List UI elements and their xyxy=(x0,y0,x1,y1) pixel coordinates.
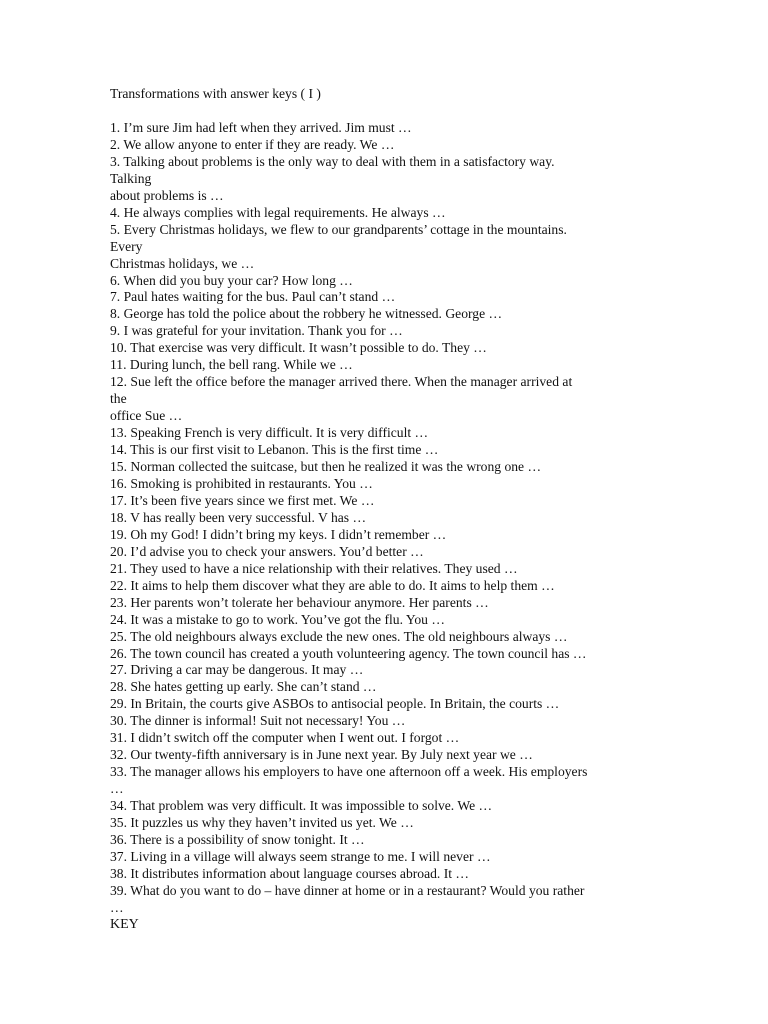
exercise-line: 14. This is our first visit to Lebanon. This is the first time … xyxy=(110,442,439,458)
exercise-line: 23. Her parents won’t tolerate her behaviour anymore. Her parents … xyxy=(110,594,489,610)
exercise-line: 33. The manager allows his employers to have one afternoon off a week. His employers xyxy=(110,764,588,780)
exercise-line: 11. During lunch, the bell rang. While we … xyxy=(110,357,353,373)
exercise-line: 3. Talking about problems is the only way to deal with them in a satisfactory way. xyxy=(110,153,555,169)
exercise-line: 20. I’d advise you to check your answers. You’d better … xyxy=(110,543,424,559)
blank-line xyxy=(110,103,658,120)
exercise-line: 30. The dinner is informal! Suit not necessary! You … xyxy=(110,713,406,729)
exercise-line: 17. It’s been five years since we first met. We … xyxy=(110,492,375,508)
exercise-line: 27. Driving a car may be dangerous. It may … xyxy=(110,662,364,678)
exercise-line: 6. When did you buy your car? How long … xyxy=(110,272,353,288)
exercise-line: Every xyxy=(110,238,143,254)
key-heading: KEY xyxy=(110,916,139,932)
exercise-line: 12. Sue left the office before the manager arrived there. When the manager arrived at xyxy=(110,374,573,390)
exercise-line: 24. It was a mistake to go to work. You’ve got the flu. You … xyxy=(110,611,445,627)
exercise-line: 16. Smoking is prohibited in restaurants. You … xyxy=(110,475,373,491)
exercise-line: Christmas holidays, we … xyxy=(110,255,255,271)
exercise-line: 31. I didn’t switch off the computer when I went out. I forgot … xyxy=(110,730,460,746)
exercise-line: 22. It aims to help them discover what they are able to do. It aims to help them … xyxy=(110,577,555,593)
exercise-line: 26. The town council has created a youth volunteering agency. The town council has … xyxy=(110,645,587,661)
exercise-line: 5. Every Christmas holidays, we flew to our grandparents’ cottage in the mountains. xyxy=(110,221,567,237)
exercise-line: 13. Speaking French is very difficult. It is very difficult … xyxy=(110,425,429,441)
exercise-line: 8. George has told the police about the robbery he witnessed. George … xyxy=(110,306,503,322)
exercise-line: the xyxy=(110,391,127,407)
exercise-line: … xyxy=(110,781,124,797)
exercise-line: 37. Living in a village will always seem strange to me. I will never … xyxy=(110,848,491,864)
exercise-line: 2. We allow anyone to enter if they are ready. We … xyxy=(110,136,395,152)
exercise-line: 4. He always complies with legal requirements. He always … xyxy=(110,204,446,220)
exercise-line: 39. What do you want to do – have dinner at home or in a restaurant? Would you rather xyxy=(110,882,585,898)
exercise-line: 34. That problem was very difficult. It was impossible to solve. We … xyxy=(110,798,493,814)
exercise-line: … xyxy=(110,899,124,915)
exercise-list xyxy=(110,120,658,917)
exercise-line: 21. They used to have a nice relationship with their relatives. They used … xyxy=(110,560,518,576)
exercise-line: Talking xyxy=(110,170,152,186)
exercise-line: 19. Oh my God! I didn’t bring my keys. I didn’t remember … xyxy=(110,526,447,542)
exercise-line: 18. V has really been very successful. V has … xyxy=(110,509,367,525)
exercise-line: 36. There is a possibility of snow tonight. It … xyxy=(110,831,365,847)
exercise-line: about problems is … xyxy=(110,187,224,203)
exercise-line: 28. She hates getting up early. She can’t stand … xyxy=(110,679,377,695)
exercise-line: 9. I was grateful for your invitation. Thank you for … xyxy=(110,323,403,339)
exercise-line: 35. It puzzles us why they haven’t invited us yet. We … xyxy=(110,815,414,831)
document-title: Transformations with answer keys ( I ) xyxy=(110,86,321,101)
exercise-line: office Sue … xyxy=(110,408,183,424)
exercise-line: 25. The old neighbours always exclude the new ones. The old neighbours always … xyxy=(110,628,568,644)
exercise-line: 1. I’m sure Jim had left when they arrived. Jim must … xyxy=(110,119,412,135)
exercise-line: 10. That exercise was very difficult. It wasn’t possible to do. They … xyxy=(110,340,487,356)
exercise-line: 7. Paul hates waiting for the bus. Paul can’t stand … xyxy=(110,289,396,305)
exercise-line: 29. In Britain, the courts give ASBOs to antisocial people. In Britain, the courts … xyxy=(110,696,560,712)
exercise-line: 15. Norman collected the suitcase, but then he realized it was the wrong one … xyxy=(110,459,542,475)
exercise-line: 32. Our twenty-fifth anniversary is in June next year. By July next year we … xyxy=(110,747,533,763)
document-body xyxy=(110,86,658,934)
exercise-line: 38. It distributes information about language courses abroad. It … xyxy=(110,865,470,881)
